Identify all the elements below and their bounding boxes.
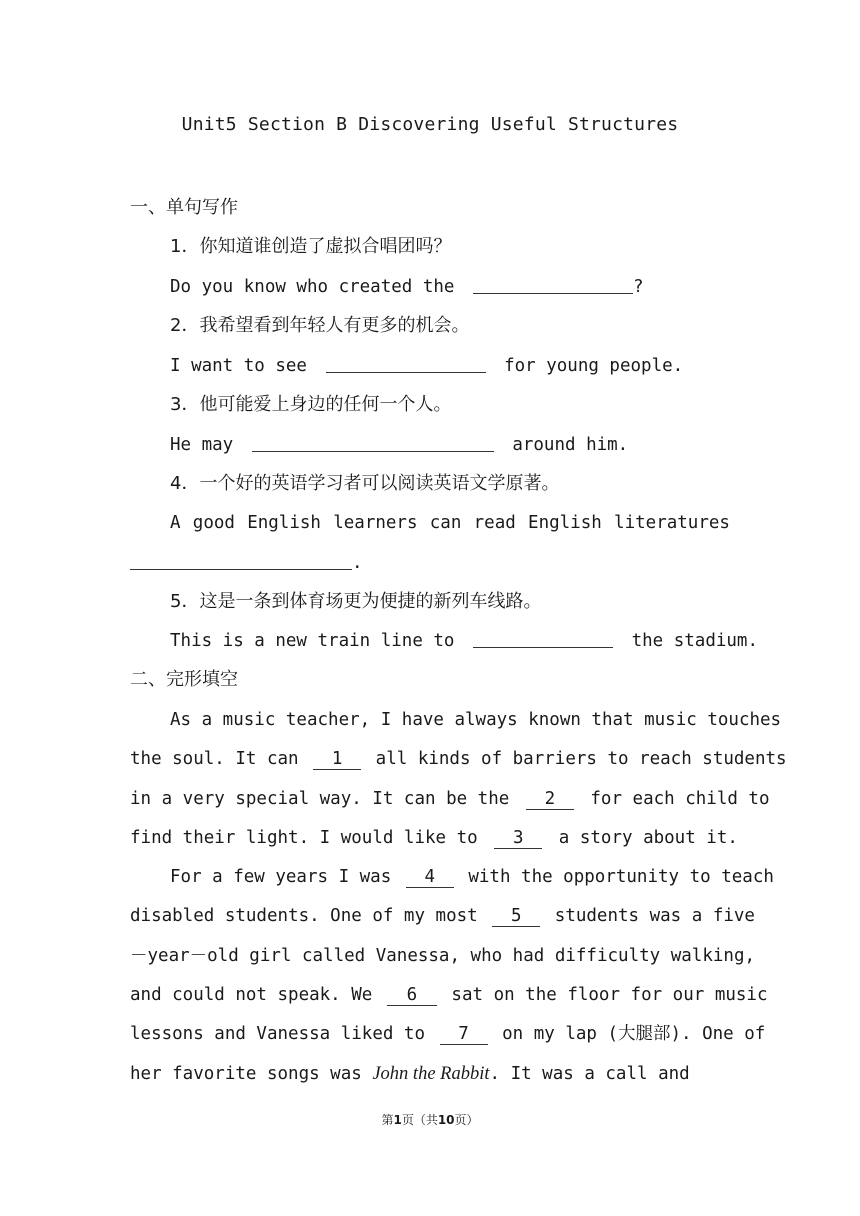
- question-2-chinese: 2．我希望看到年轻人有更多的机会。: [170, 315, 470, 336]
- cloze-text: sat on the floor for our music: [451, 985, 768, 1005]
- question-3-chinese: 3．他可能爱上身边的任何一个人。: [170, 394, 452, 415]
- cloze-text: －year－old girl called Vanessa, who had difficulty walking,: [130, 946, 756, 966]
- cloze-text: for each child to: [590, 789, 770, 809]
- question-4-word: good: [192, 513, 235, 533]
- footer-middle: 页（共: [401, 1113, 438, 1127]
- question-2-english: [170, 353, 683, 379]
- question-3-english: [170, 432, 628, 458]
- cloze-blank-7[interactable]: 7: [440, 1024, 488, 1045]
- cloze-blank-2[interactable]: 2: [526, 789, 574, 810]
- question-2-text-start: I want to see: [170, 356, 307, 376]
- cloze-text: and could not speak. We: [130, 985, 373, 1005]
- cloze-text: For a few years I was: [170, 867, 392, 887]
- question-2-text-end: for young people.: [504, 356, 684, 376]
- cloze-paragraph-2-line-3: [130, 943, 755, 969]
- question-3-answer-blank[interactable]: [252, 433, 494, 452]
- question-4-word: learners: [333, 513, 418, 533]
- section-heading-cloze: 二、完形填空: [130, 669, 238, 690]
- footer-suffix: 页）: [454, 1113, 479, 1127]
- question-4-chinese: 4．一个好的英语学习者可以阅读英语文学原著。: [170, 473, 560, 494]
- cloze-paragraph-1-line-4: [130, 825, 738, 851]
- cloze-paragraph-1-line-2: [130, 746, 787, 772]
- cloze-text: find their light. I would like to: [130, 828, 478, 848]
- question-3-text-end: around him.: [512, 435, 629, 455]
- cloze-text: in a very special way. It can be the: [130, 789, 510, 809]
- cloze-paragraph-2-line-4: [130, 982, 768, 1008]
- cloze-paragraph-1-line-1: [170, 707, 782, 733]
- cloze-blank-1[interactable]: 1: [313, 749, 361, 770]
- cloze-text: the soul. It can: [130, 749, 299, 769]
- cloze-text: all kinds of barriers to reach students: [375, 749, 787, 769]
- footer-total-pages: 10: [437, 1113, 455, 1127]
- question-1-answer-blank[interactable]: [473, 275, 633, 294]
- cloze-text: with the opportunity to teach: [468, 867, 774, 887]
- page-title: Unit5 Section B Discovering Useful Structures: [181, 114, 679, 135]
- question-4-word: can: [429, 513, 462, 533]
- cloze-text: on my lap (大腿部). One of: [502, 1024, 766, 1044]
- cloze-paragraph-2-line-2: [130, 903, 755, 929]
- question-2-answer-blank[interactable]: [326, 354, 486, 373]
- question-5-answer-blank[interactable]: [473, 629, 613, 648]
- cloze-blank-5[interactable]: 5: [492, 906, 540, 927]
- question-5-text-end: the stadium.: [631, 631, 759, 651]
- footer-page-number: 1: [393, 1113, 402, 1127]
- question-4-text-end: .: [352, 553, 363, 573]
- question-5-text-start: This is a new train line to: [170, 631, 455, 651]
- cloze-text: disabled students. One of my most: [130, 906, 478, 926]
- cloze-text: . It was a call and: [489, 1064, 690, 1084]
- cloze-paragraph-1-line-3: [130, 786, 770, 812]
- cloze-paragraph-2-line-6: [130, 1061, 690, 1087]
- page-footer: [0, 1111, 860, 1128]
- question-4-word: literatures: [614, 513, 730, 533]
- question-4-english: [170, 510, 730, 536]
- question-1-english: [170, 274, 644, 300]
- cloze-paragraph-2-line-5: [130, 1021, 765, 1047]
- song-title: John the Rabbit: [372, 1064, 490, 1084]
- cloze-blank-6[interactable]: 6: [387, 985, 437, 1006]
- cloze-text: a story about it.: [558, 828, 738, 848]
- cloze-paragraph-2-line-1: [170, 864, 774, 890]
- cloze-blank-3[interactable]: 3: [494, 828, 542, 849]
- question-4-word: English: [528, 513, 602, 533]
- cloze-text: her favorite songs was: [130, 1064, 362, 1084]
- cloze-text: lessons and Vanessa liked to: [130, 1024, 426, 1044]
- section-heading-writing: 一、单句写作: [130, 197, 238, 218]
- question-1-text-end: ?: [633, 277, 644, 297]
- question-4-word: A: [170, 513, 181, 533]
- cloze-text: students was a five: [554, 906, 755, 926]
- question-4-word: English: [247, 513, 321, 533]
- question-5-chinese: 5．这是一条到体育场更为便捷的新列车线路。: [170, 591, 542, 612]
- footer-prefix: 第: [381, 1113, 394, 1127]
- question-1-text-start: Do you know who created the: [170, 277, 455, 297]
- question-1-chinese: 1．你知道谁创造了虚拟合唱团吗？: [170, 236, 452, 257]
- cloze-blank-4[interactable]: 4: [406, 867, 454, 888]
- question-4-word: read: [473, 513, 516, 533]
- question-5-english: [170, 628, 758, 654]
- cloze-text: As a music teacher, I have always known that music touches: [170, 710, 782, 730]
- question-4-english-continued: [130, 550, 363, 576]
- question-3-text-start: He may: [170, 435, 234, 455]
- question-4-answer-blank[interactable]: [130, 551, 352, 570]
